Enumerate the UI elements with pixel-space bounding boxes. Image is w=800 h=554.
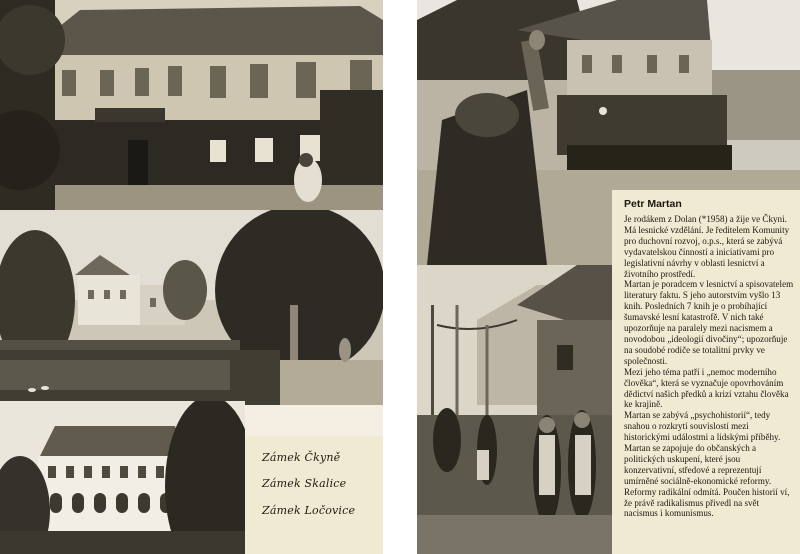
photo-chateau-ckyne — [0, 0, 383, 210]
bio-paragraph: Je rodákem z Dolan (*1958) a žije ve Čkyni. Má lesnické vzdělání. Je ředitelem Komunity pro duchovní rozvoj, o.p.s., která se zabývá vydavatelskou činností a iniciativami pro legislativní návrhy v oblasti lesnictví a životního prostředí. — [624, 214, 790, 279]
bio-paragraph: Martan se zabývá „psychohistorií“, tedy snahou o rozkrytí souvislostí mezi historickými událostmi a lidskými příběhy. Martan se zapojuje do občanských a politických uskupení, které jsou konzervativní, středové a reprezentují umírněné sociálně-ekonomické reformy. Reformy radikální odmítá. Poučen historií ví, že právě radikalismus přivedl na svět nacismus i komunismus. — [624, 410, 790, 519]
photo-chateau-skalice — [0, 210, 383, 405]
caption-chateau-locovice: Zámek Ločovice — [262, 504, 356, 517]
bio-paragraph: Mezi jeho téma patří i „nemoc moderního člověka“, která se vyznačuje opovrhováním dědictví našich předků a krizí vztahu člověka ke krajině. — [624, 366, 789, 410]
photo-village-celebration — [417, 265, 612, 554]
caption-chateau-skalice: Zámek Skalice — [262, 477, 347, 490]
left-page — [0, 0, 383, 554]
bio-paragraph: Martan je poradcem v lesnictví a spisovatelem literatury faktu. S jeho autorstvím vyšlo 13 knih. Posledních 7 knih je o probíhající šumavské lesní katastrofě. V nich také upozorňuje na paralely mezi nacismem a novodobou „ideologií divočiny“; upozorňuje na soudobé rodiče se totalitní prvky ve společnosti. — [624, 279, 794, 366]
author-name: Petr Martan — [624, 198, 682, 210]
caption-chateau-ckyne: Zámek Čkyně — [262, 451, 341, 464]
page-gutter — [383, 0, 417, 554]
photo-chateau-locovice — [0, 401, 245, 554]
author-bio — [624, 214, 794, 519]
